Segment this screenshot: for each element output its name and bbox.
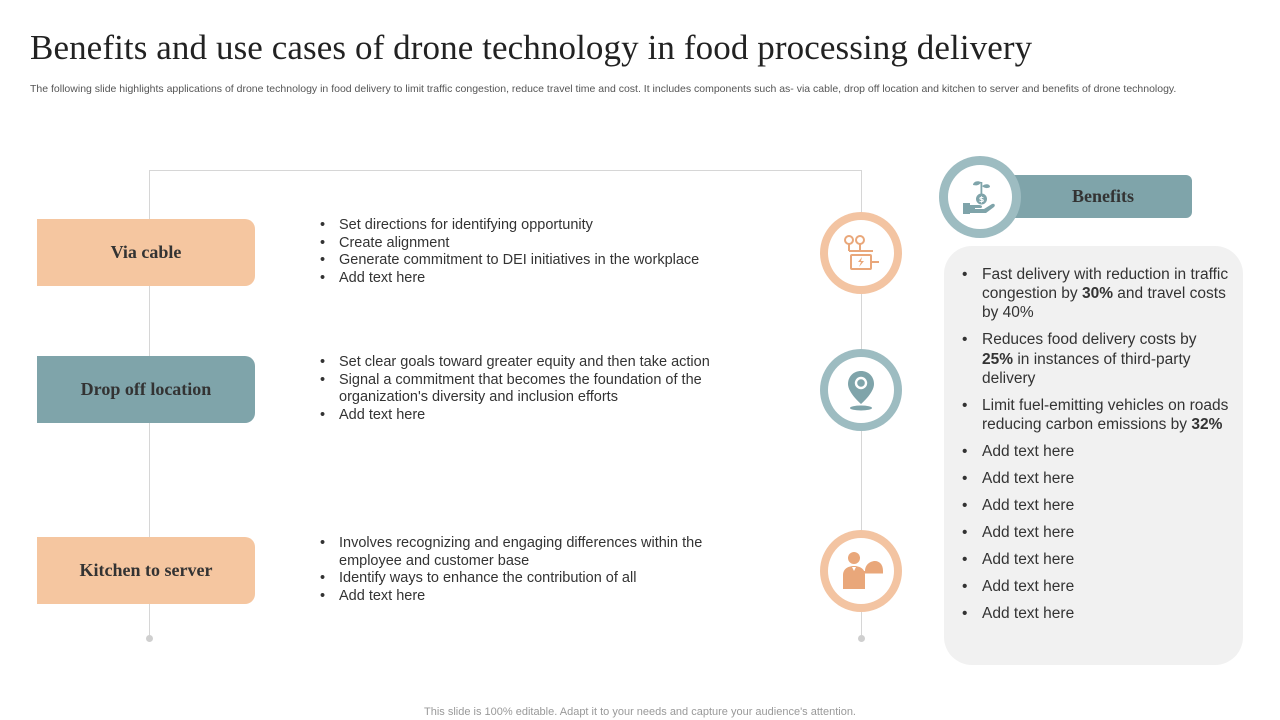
via-cable-bullets xyxy=(318,217,738,287)
list-item: • Identify ways to enhance the contribution of all xyxy=(318,570,738,588)
benefit-item: • Add text here xyxy=(960,550,1230,569)
benefit-item: • Add text here xyxy=(960,469,1230,488)
list-item: • Add text here xyxy=(318,270,738,288)
benefit-item: • Reduces food delivery costs by 25% in instances of third-party delivery xyxy=(960,330,1230,388)
list-item: • Create alignment xyxy=(318,235,738,253)
benefits-list xyxy=(960,265,1230,631)
connector-right-dot xyxy=(858,635,865,642)
label-kitchen-to-server: Kitchen to server xyxy=(37,537,255,604)
benefit-item: • Add text here xyxy=(960,523,1230,542)
label-via-cable: Via cable xyxy=(37,219,255,286)
slide-subtitle: The following slide highlights applications of drone technology in food delivery to limit traffic congestion, reduce travel time and cost. It includes components such as- via cable, drop off location and kitchen to server and benefits of drone technology. xyxy=(30,83,1177,95)
list-item: • Generate commitment to DEI initiatives in the workplace xyxy=(318,252,738,270)
circuit-icon-circle xyxy=(820,212,902,294)
list-item: • Add text here xyxy=(318,407,738,425)
list-item: • Add text here xyxy=(318,588,738,606)
svg-text:$: $ xyxy=(978,195,985,204)
connector-top-line xyxy=(149,170,862,171)
list-item: • Signal a commitment that becomes the foundation of the organization's diversity and inclusion efforts xyxy=(318,372,738,407)
location-pin-icon xyxy=(841,368,881,412)
connector-left-dot xyxy=(146,635,153,642)
slide-title: Benefits and use cases of drone technology in food processing delivery xyxy=(30,28,1033,67)
location-pin-icon-circle xyxy=(820,349,902,431)
benefit-item: • Fast delivery with reduction in traffic congestion by 30% and travel costs by 40% xyxy=(960,265,1230,323)
list-item: • Set clear goals toward greater equity and then take action xyxy=(318,354,738,372)
benefit-item: • Add text here xyxy=(960,577,1230,596)
label-drop-off-location: Drop off location xyxy=(37,356,255,423)
benefit-item: • Limit fuel-emitting vehicles on roads reducing carbon emissions by 32% xyxy=(960,396,1230,434)
money-plant-hand-icon-circle xyxy=(939,156,1021,238)
benefits-heading: Benefits xyxy=(986,175,1192,218)
waiter-icon-circle xyxy=(820,530,902,612)
circuit-icon xyxy=(839,231,883,275)
money-plant-hand-icon xyxy=(959,176,1001,218)
benefit-item: • Add text here xyxy=(960,496,1230,515)
footer-note: This slide is 100% editable. Adapt it to your needs and capture your audience's attention. xyxy=(424,706,856,718)
drop-off-location-bullets xyxy=(318,354,738,424)
benefit-item: • Add text here xyxy=(960,442,1230,461)
list-item: • Involves recognizing and engaging differences within the employee and customer base xyxy=(318,535,738,570)
kitchen-to-server-bullets xyxy=(318,535,738,605)
waiter-icon xyxy=(839,549,883,593)
benefit-item: • Add text here xyxy=(960,604,1230,623)
list-item: • Set directions for identifying opportunity xyxy=(318,217,738,235)
